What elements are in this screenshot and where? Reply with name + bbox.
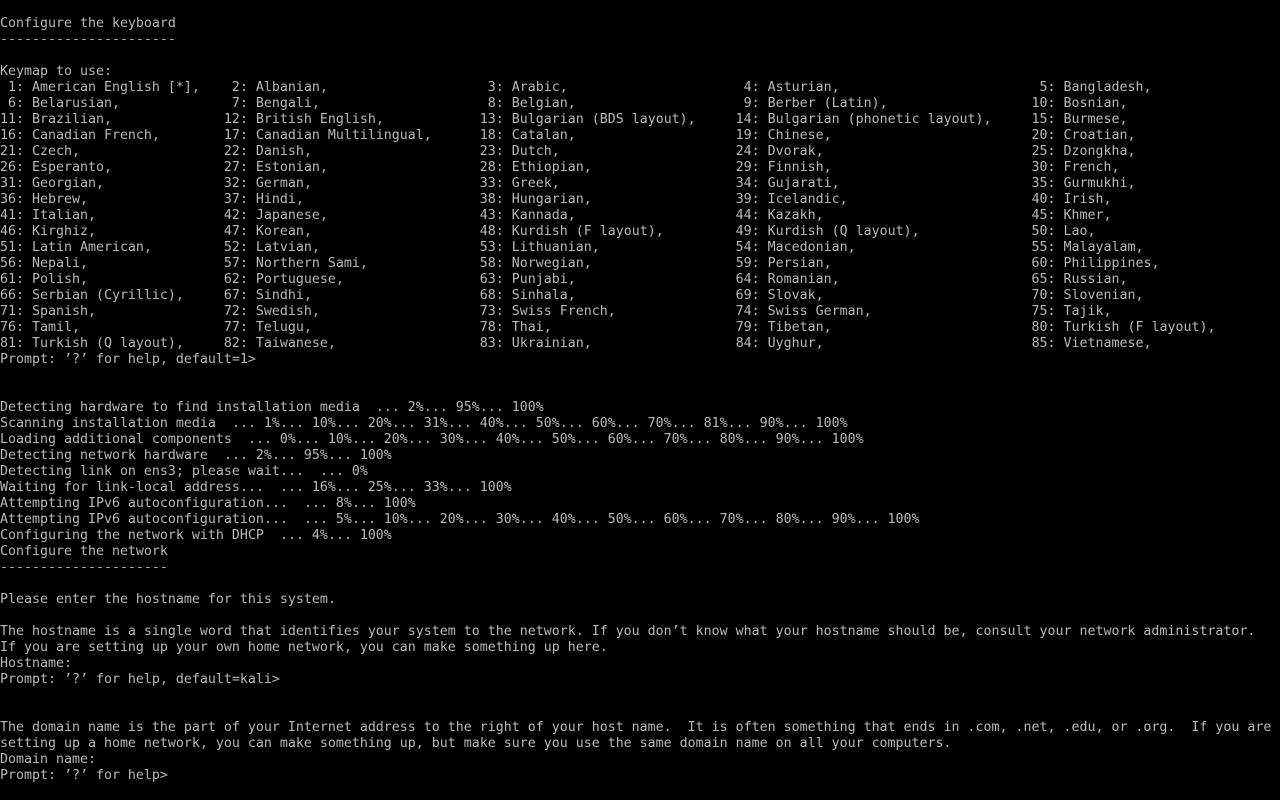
keymap-option: 56: Nepali, [0, 256, 88, 271]
progress-log [0, 400, 920, 544]
keymap-option: 63: Punjabi, [479, 272, 576, 287]
keymap-option: 7: Bengali, [223, 96, 320, 111]
keymap-row [0, 240, 1215, 256]
progress-line: Attempting IPv6 autoconfiguration... ... 8%... 100% [0, 496, 416, 511]
keymap-row [0, 336, 1215, 352]
keymap-row [0, 304, 1215, 320]
keymap-option: 21: Czech, [0, 144, 80, 159]
keymap-option: 28: Ethiopian, [479, 160, 592, 175]
keymap-row [0, 288, 1215, 304]
keymap-option: 1: American English [*], [0, 80, 200, 95]
keymap-option: 44: Kazakh, [735, 208, 824, 223]
keymap-option: 52: Latvian, [223, 240, 320, 255]
keymap-grid [0, 80, 1215, 352]
keymap-option: 70: Slovenian, [1031, 288, 1144, 303]
hostname-prompt: Prompt: ’?’ for help, default=kali> [0, 672, 280, 687]
hostname-intro: Please enter the hostname for this system. [0, 592, 336, 607]
domain-description-1: The domain name is the part of your Internet address to the right of your host name. It is often something that ends in .com, .net, .edu, or .org. If you are [0, 720, 1272, 735]
keymap-option: 83: Ukrainian, [479, 336, 592, 351]
keymap-option: 62: Portuguese, [223, 272, 344, 287]
keymap-option: 64: Romanian, [735, 272, 840, 287]
keymap-option: 5: Bangladesh, [1031, 80, 1152, 95]
keymap-option: 10: Bosnian, [1031, 96, 1128, 111]
keymap-option: 25: Dzongkha, [1031, 144, 1136, 159]
keymap-option: 59: Persian, [735, 256, 832, 271]
hostname-description-2: If you are setting up your own home network, you can make something up here. [0, 640, 608, 655]
keymap-option: 33: Greek, [479, 176, 560, 191]
keymap-option: 57: Northern Sami, [223, 256, 368, 271]
keymap-row [0, 112, 1215, 128]
keymap-option: 73: Swiss French, [479, 304, 616, 319]
keymap-option: 66: Serbian (Cyrillic), [0, 288, 184, 303]
keymap-option: 20: Croatian, [1031, 128, 1136, 143]
network-section-title: Configure the network [0, 544, 168, 559]
domain-description-2: setting up a home network, you can make something up, but make sure you use the same domain name on all your computers. [0, 736, 952, 751]
keymap-option: 69: Slovak, [735, 288, 824, 303]
keymap-option: 60: Philippines, [1031, 256, 1160, 271]
keymap-option: 12: British English, [223, 112, 384, 127]
keymap-prompt: Prompt: ’?’ for help, default=1> [0, 352, 256, 367]
keymap-option: 22: Danish, [223, 144, 312, 159]
keymap-option: 24: Dvorak, [735, 144, 824, 159]
keymap-option: 43: Kannada, [479, 208, 576, 223]
keymap-option: 82: Taiwanese, [223, 336, 336, 351]
keymap-option: 23: Dutch, [479, 144, 560, 159]
keymap-option: 80: Turkish (F layout), [1031, 320, 1216, 335]
keymap-option: 85: Vietnamese, [1031, 336, 1152, 351]
keymap-row [0, 128, 1215, 144]
keymap-option: 14: Bulgarian (phonetic layout), [735, 112, 992, 127]
keymap-option: 3: Arabic, [479, 80, 568, 95]
domain-prompt-input[interactable]: Prompt: ’?’ for help> [0, 768, 168, 783]
keymap-option: 53: Lithuanian, [479, 240, 600, 255]
keymap-row [0, 96, 1215, 112]
keymap-option: 71: Spanish, [0, 304, 96, 319]
keymap-option: 67: Sindhi, [223, 288, 312, 303]
keymap-option: 4: Asturian, [735, 80, 840, 95]
progress-line: Loading additional components ... 0%... 10%... 20%... 30%... 40%... 50%... 60%... 70%... 80%... 90%... 100% [0, 432, 864, 447]
progress-line: Waiting for link-local address... ... 16%... 25%... 33%... 100% [0, 480, 512, 495]
network-section-underline: --------------------- [0, 560, 168, 575]
keyboard-section-title: Configure the keyboard [0, 16, 176, 31]
keymap-option: 6: Belarusian, [0, 96, 120, 111]
keymap-option: 54: Macedonian, [735, 240, 856, 255]
keymap-option: 51: Latin American, [0, 240, 152, 255]
keymap-option: 31: Georgian, [0, 176, 104, 191]
keymap-row [0, 224, 1215, 240]
keymap-option: 42: Japanese, [223, 208, 328, 223]
keymap-option: 48: Kurdish (F layout), [479, 224, 664, 239]
keymap-option: 9: Berber (Latin), [735, 96, 888, 111]
domain-field-label: Domain name: [0, 752, 96, 767]
keymap-option: 55: Malayalam, [1031, 240, 1144, 255]
keymap-option: 16: Canadian French, [0, 128, 160, 143]
keymap-option: 15: Burmese, [1031, 112, 1128, 127]
keymap-option: 2: Albanian, [223, 80, 328, 95]
progress-line: Scanning installation media ... 1%... 10%... 20%... 31%... 40%... 50%... 60%... 70%... 81%... 90%... 100% [0, 416, 848, 431]
keymap-option: 39: Icelandic, [735, 192, 848, 207]
progress-line: Detecting link on ens3; please wait... ... 0% [0, 464, 368, 479]
keymap-option: 13: Bulgarian (BDS layout), [479, 112, 696, 127]
keymap-row [0, 176, 1215, 192]
keymap-option: 79: Tibetan, [735, 320, 832, 335]
progress-line: Configuring the network with DHCP ... 4%... 100% [0, 528, 392, 543]
keymap-row [0, 320, 1215, 336]
keymap-option: 50: Lao, [1031, 224, 1096, 239]
progress-line: Attempting IPv6 autoconfiguration... ... 5%... 10%... 20%... 30%... 40%... 50%... 60%... 70%... 80%... 90%... 100% [0, 512, 920, 527]
keymap-option: 30: French, [1031, 160, 1120, 175]
keymap-option: 68: Sinhala, [479, 288, 576, 303]
keymap-option: 37: Hindi, [223, 192, 304, 207]
keymap-option: 65: Russian, [1031, 272, 1128, 287]
progress-line: Detecting hardware to find installation media ... 2%... 95%... 100% [0, 400, 544, 415]
keymap-option: 32: German, [223, 176, 312, 191]
keymap-row [0, 256, 1215, 272]
keymap-option: 47: Korean, [223, 224, 312, 239]
keymap-row [0, 160, 1215, 176]
keymap-option: 76: Tamil, [0, 320, 80, 335]
keymap-row [0, 80, 1215, 96]
keymap-option: 41: Italian, [0, 208, 96, 223]
keymap-option: 77: Telugu, [223, 320, 312, 335]
keymap-option: 27: Estonian, [223, 160, 328, 175]
keymap-option: 36: Hebrew, [0, 192, 88, 207]
keymap-option: 38: Hungarian, [479, 192, 592, 207]
keymap-option: 40: Irish, [1031, 192, 1112, 207]
hostname-field-label: Hostname: [0, 656, 72, 671]
keymap-option: 35: Gurmukhi, [1031, 176, 1136, 191]
keymap-option: 18: Catalan, [479, 128, 576, 143]
keymap-question: Keymap to use: [0, 64, 112, 79]
keymap-option: 34: Gujarati, [735, 176, 840, 191]
hostname-description-1: The hostname is a single word that identifies your system to the network. If you don’t know what your hostname should be, consult your network administrator. [0, 624, 1256, 639]
keymap-option: 58: Norwegian, [479, 256, 592, 271]
keymap-option: 81: Turkish (Q layout), [0, 336, 184, 351]
keymap-option: 26: Esperanto, [0, 160, 112, 175]
keymap-row [0, 192, 1215, 208]
keymap-option: 75: Tajik, [1031, 304, 1112, 319]
keymap-option: 49: Kurdish (Q layout), [735, 224, 920, 239]
keymap-option: 8: Belgian, [479, 96, 576, 111]
keymap-option: 84: Uyghur, [735, 336, 824, 351]
keymap-row [0, 144, 1215, 160]
keymap-option: 11: Brazilian, [0, 112, 112, 127]
keymap-row [0, 208, 1215, 224]
keymap-option: 29: Finnish, [735, 160, 832, 175]
keymap-option: 78: Thai, [479, 320, 552, 335]
keymap-option: 74: Swiss German, [735, 304, 872, 319]
keymap-option: 17: Canadian Multilingual, [223, 128, 432, 143]
keymap-option: 61: Polish, [0, 272, 88, 287]
keymap-option: 45: Khmer, [1031, 208, 1112, 223]
keyboard-section-underline: ---------------------- [0, 32, 176, 47]
keymap-row [0, 272, 1215, 288]
keymap-option: 19: Chinese, [735, 128, 832, 143]
progress-line: Detecting network hardware ... 2%... 95%... 100% [0, 448, 392, 463]
keymap-option: 72: Swedish, [223, 304, 320, 319]
keymap-option: 46: Kirghiz, [0, 224, 96, 239]
